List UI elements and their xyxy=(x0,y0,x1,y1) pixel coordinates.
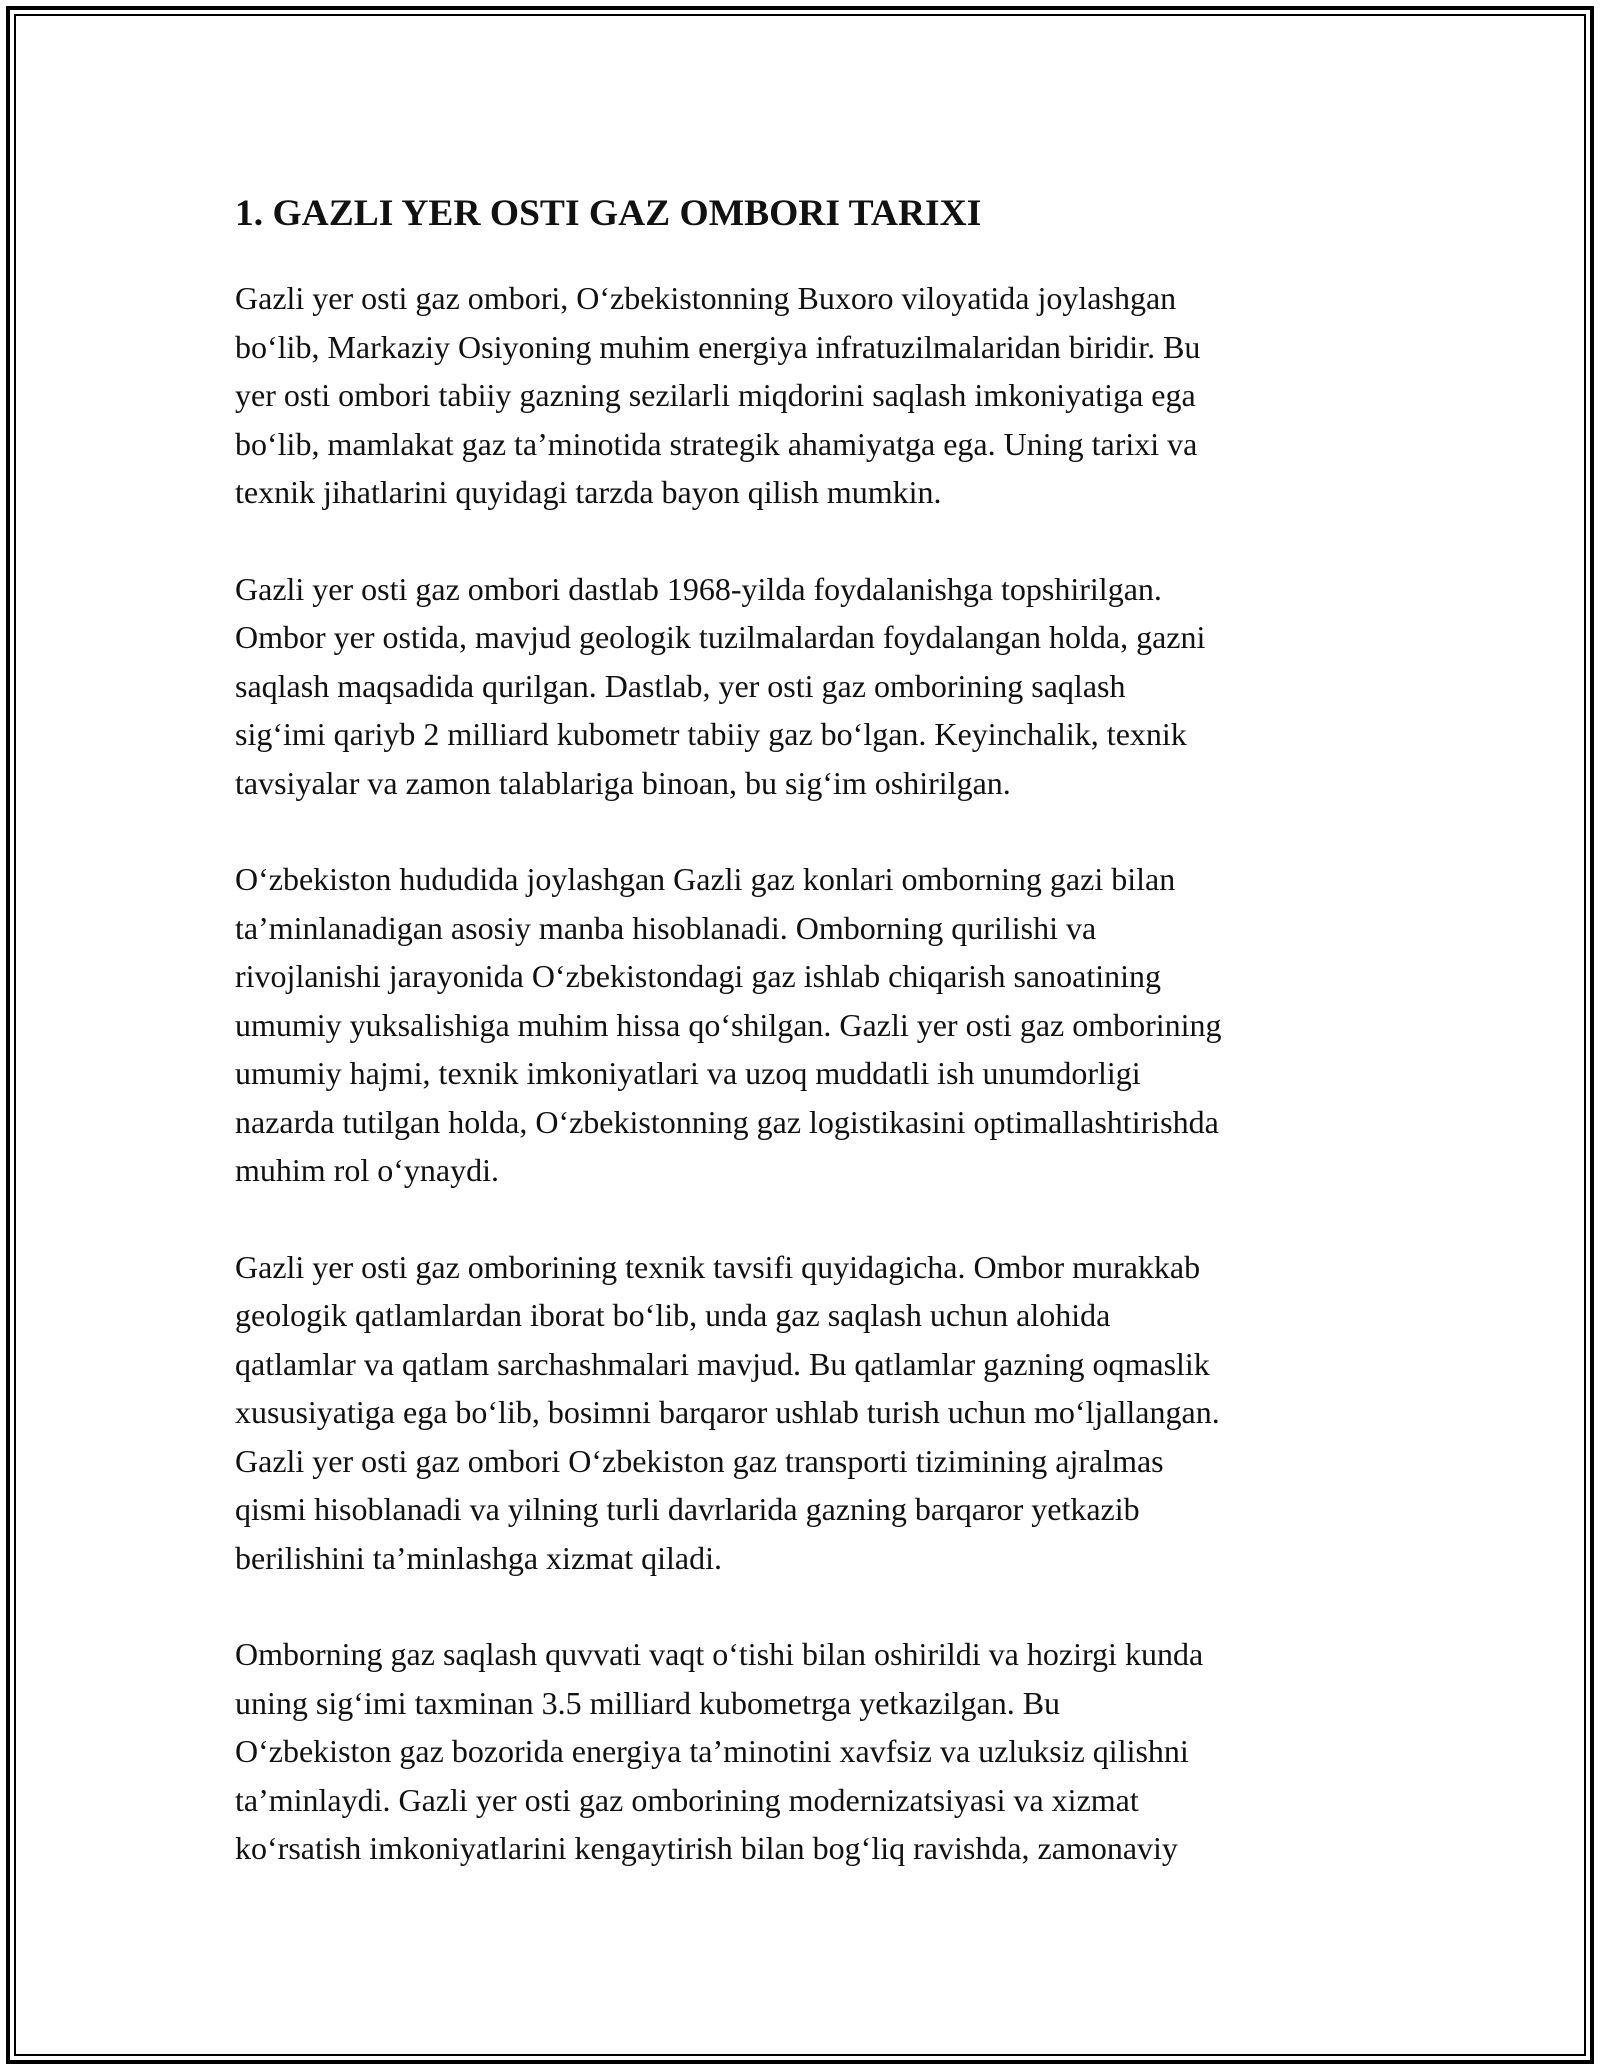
text-line: ko‘rsatish imkoniyatlarini kengaytirish bilan bog‘liq ravishda, zamonaviy xyxy=(235,1830,1178,1866)
body-paragraph xyxy=(235,565,1375,808)
text-line: Gazli yer osti gaz omborining texnik tavsifi quyidagicha. Ombor murakkab xyxy=(235,1248,1201,1285)
document-body xyxy=(235,188,1375,1921)
page-title: 1. GAZLI YER OSTI GAZ OMBORI TARIXI xyxy=(235,193,982,234)
text-line: berilishini ta’minlashga xizmat qiladi. xyxy=(235,1539,722,1576)
text-line: ta’minlaydi. Gazli yer osti gaz omborining modernizatsiyasi va xizmat xyxy=(235,1781,1139,1818)
text-line: sig‘imi qariyb 2 milliard kubometr tabiiy gaz bo‘lgan. Keyinchalik, texnik xyxy=(235,716,1187,752)
text-line: nazarda tutilgan holda, O‘zbekistonning gaz logistikasini optimallashtirishda xyxy=(235,1103,1219,1140)
text-line: uning sig‘imi taxminan 3.5 milliard kubometrga yetkazilgan. Bu xyxy=(235,1684,1061,1721)
text-line: muhim rol o‘ynaydi. xyxy=(235,1152,499,1188)
text-line: geologik qatlamlardan iborat bo‘lib, unda gaz saqlash uchun alohida xyxy=(235,1297,1111,1333)
body-paragraph xyxy=(235,274,1375,517)
text-line: Omborning gaz saqlash quvvati vaqt o‘tishi bilan oshirildi va hozirgi kunda xyxy=(235,1636,1204,1672)
text-line: saqlash maqsadida qurilgan. Dastlab, yer osti gaz omborining saqlash xyxy=(235,667,1126,704)
text-line: texnik jihatlarini quyidagi tarzda bayon qilish mumkin. xyxy=(235,474,942,510)
body-paragraph xyxy=(235,855,1375,1195)
text-line: qatlamlar va qatlam sarchashmalari mavjud. Bu qatlamlar gazning oqmaslik xyxy=(235,1345,1210,1382)
text-line: qismi hisoblanadi va yilning turli davrlarida gazning barqaror yetkazib xyxy=(235,1491,1140,1527)
text-line: xususiyatiga ega bo‘lib, bosimni barqaror ushlab turish uchun mo‘ljallangan. xyxy=(235,1394,1220,1430)
text-line: Ombor yer ostida, mavjud geologik tuzilmalardan foydalangan holda, gazni xyxy=(235,619,1206,655)
text-line: yer osti ombori tabiiy gazning sezilarli miqdorini saqlash imkoniyatiga ega xyxy=(235,377,1196,413)
text-line: Gazli yer osti gaz ombori, O‘zbekistonning Buxoro viloyatida joylashgan xyxy=(235,280,1177,316)
text-line: umumiy hajmi, texnik imkoniyatlari va uzoq muddatli ish unumdorligi xyxy=(235,1055,1141,1091)
body-paragraph xyxy=(235,1630,1375,1873)
paragraph-list xyxy=(235,274,1375,1873)
text-line: tavsiyalar va zamon talablariga binoan, bu sig‘im oshirilgan. xyxy=(235,764,1011,801)
text-line: rivojlanishi jarayonida O‘zbekistondagi gaz ishlab chiqarish sanoatining xyxy=(235,958,1161,994)
text-line: umumiy yuksalishiga muhim hissa qo‘shilgan. Gazli yer osti gaz omborining xyxy=(235,1006,1222,1043)
text-line: Gazli yer osti gaz ombori dastlab 1968-yilda foydalanishga topshirilgan. xyxy=(235,570,1162,607)
text-line: O‘zbekiston gaz bozorida energiya ta’minotini xavfsiz va uzluksiz qilishni xyxy=(235,1733,1189,1769)
text-line: Gazli yer osti gaz ombori O‘zbekiston gaz transporti tizimining ajralmas xyxy=(235,1442,1164,1479)
text-line: ta’minlanadigan asosiy manba hisoblanadi. Omborning qurilishi va xyxy=(235,909,1097,946)
body-paragraph xyxy=(235,1243,1375,1583)
text-line: O‘zbekiston hududida joylashgan Gazli gaz konlari omborning gazi bilan xyxy=(235,861,1176,897)
text-line: bo‘lib, Markaziy Osiyoning muhim energiya infratuzilmalaridan biridir. Bu xyxy=(235,328,1201,365)
text-line: bo‘lib, mamlakat gaz ta’minotida strategik ahamiyatga ega. Uning tarixi va xyxy=(235,425,1198,462)
